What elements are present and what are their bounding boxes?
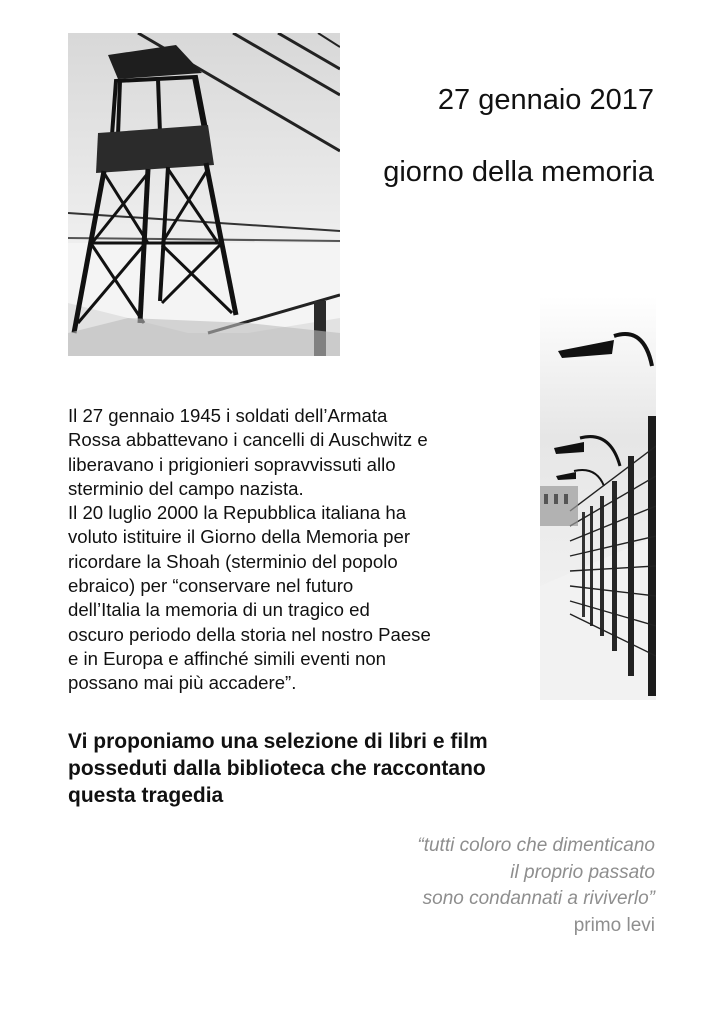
intro-line: sterminio del campo nazista. [68, 477, 304, 499]
proposal-line: questa tragedia [68, 784, 224, 807]
intro-line: possano mai più accadere”. [68, 672, 297, 694]
page-title: giorno della memoria [383, 156, 654, 188]
quote-line: il proprio passato [510, 861, 655, 883]
quote-author: primo levi [573, 914, 655, 936]
intro-line: ebraico) per “conservare nel futuro [68, 575, 354, 597]
intro-line: voluto istituire il Giorno della Memoria per [68, 526, 411, 548]
proposal-line: Vi proponiamo una selezione di libri e film [68, 730, 488, 753]
intro-line: dell’Italia la memoria di un tragico ed [68, 599, 370, 621]
quote-block [417, 833, 655, 939]
event-date: 27 gennaio 2017 [437, 84, 654, 116]
proposal-line: posseduti dalla biblioteca che raccontano [68, 757, 486, 780]
proposal-paragraph [68, 728, 538, 809]
quote-line: “tutti coloro che dimenticano [417, 835, 655, 856]
intro-paragraph [68, 404, 488, 696]
watchtower-photo [68, 33, 340, 356]
intro-line: liberavano i prigionieri sopravvissuti allo [68, 453, 396, 475]
intro-line: Il 27 gennaio 1945 i soldati dell’Armata [68, 405, 388, 426]
intro-line: Il 20 luglio 2000 la Repubblica italiana ha [68, 502, 407, 524]
quote-line: sono condannati a riviverlo” [422, 888, 655, 909]
camp-fence-photo [540, 296, 656, 700]
intro-line: ricordare la Shoah (sterminio del popolo [68, 550, 398, 572]
intro-line: e in Europa e affinché simili eventi non [68, 647, 387, 669]
intro-line: oscuro periodo della storia nel nostro Paese [68, 623, 431, 645]
intro-line: Rossa abbattevano i cancelli di Auschwitz e [68, 429, 428, 451]
